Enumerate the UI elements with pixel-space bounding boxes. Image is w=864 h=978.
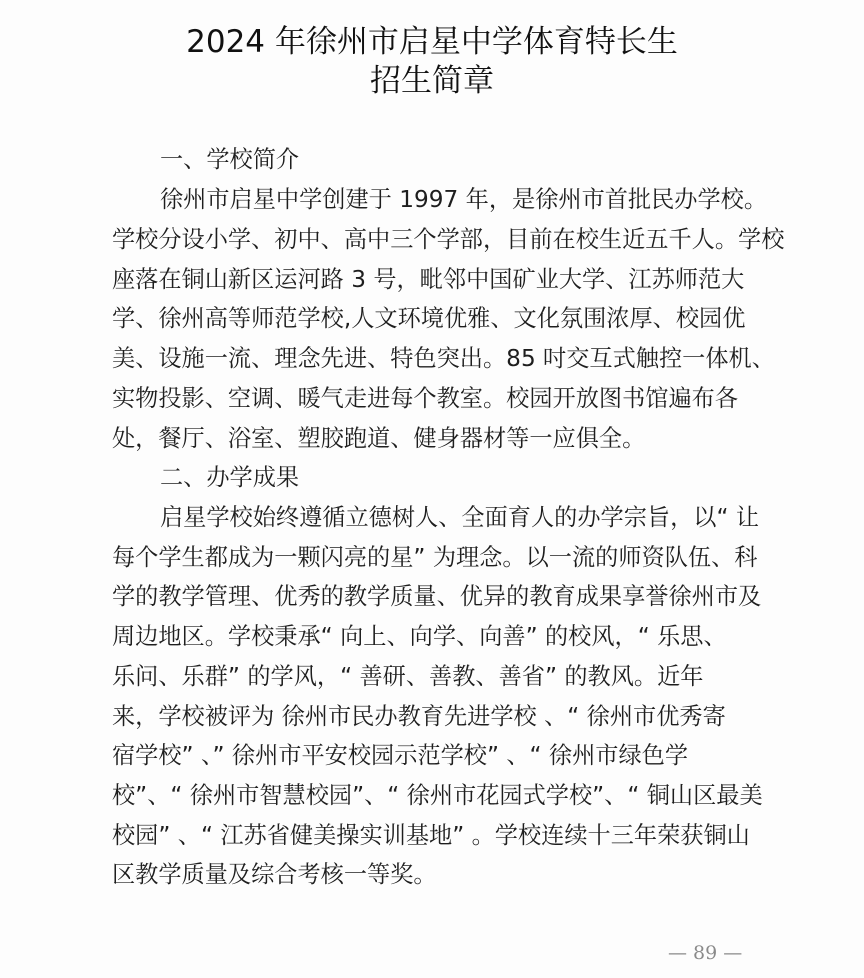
paragraph-line: 周边地区。学校秉承“ 向上、向学、向善” 的校风，“ 乐思、 — [112, 623, 727, 650]
paragraph-line: 学的教学管理、优秀的教学质量、优异的教育成果享誉徐州市及 — [112, 583, 762, 610]
paragraph-line: 宿学校” 、” 徐州市平安校园示范学校” 、“ 徐州市绿色学 — [112, 742, 689, 769]
paragraph-line: 每个学生都成为一颗闪亮的星” 为理念。以一流的师资队伍、科 — [112, 544, 758, 571]
paragraph-line: 美、设施一流、理念先进、特色突出。85 吋交互式触控一体机、 — [112, 345, 775, 372]
paragraph-line: 座落在铜山新区运河路 3 号，毗邻中国矿业大学、江苏师范大 — [112, 266, 745, 293]
paragraph-line: 启星学校始终遵循立德树人、全面育人的办学宗旨，以“ 让 — [160, 504, 760, 531]
paragraph-line: 乐问、乐群” 的学风，“ 善研、善教、善省” 的教风。近年 — [112, 663, 704, 690]
section-heading-achievements: 二、办学成果 — [160, 464, 300, 491]
page-number: — 89 — — [668, 942, 743, 964]
paragraph-line: 来，学校被评为 徐州市民办教育先进学校 、“ 徐州市优秀寄 — [112, 703, 726, 730]
paragraph-line: 处，餐厅、浴室、塑胶跑道、健身器材等一应俱全。 — [112, 425, 646, 452]
paragraph-line: 学、徐州高等师范学校,人文环境优雅、文化氛围浓厚、校园优 — [112, 305, 746, 332]
paragraph-line: 实物投影、空调、暖气走进每个教室。校园开放图书馆遍布各 — [112, 385, 739, 412]
section-heading-intro: 一、学校简介 — [160, 146, 300, 173]
page-subtitle: 招生简章 — [370, 63, 494, 99]
paragraph-line: 校”、“ 徐州市智慧校园”、“ 徐州市花园式学校”、“ 铜山区最美 — [112, 782, 763, 809]
paragraph-line: 学校分设小学、初中、高中三个学部，目前在校生近五千人。学校 — [112, 226, 785, 253]
paragraph-line: 徐州市启星中学创建于 1997 年，是徐州市首批民办学校。 — [160, 186, 768, 213]
paragraph-line: 区教学质量及综合考核一等奖。 — [112, 861, 437, 888]
paragraph-line: 校园” 、“ 江苏省健美操实训基地” 。学校连续十三年荣获铜山 — [112, 822, 750, 849]
page-title: 2024 年徐州市启星中学体育特长生 — [186, 24, 678, 60]
